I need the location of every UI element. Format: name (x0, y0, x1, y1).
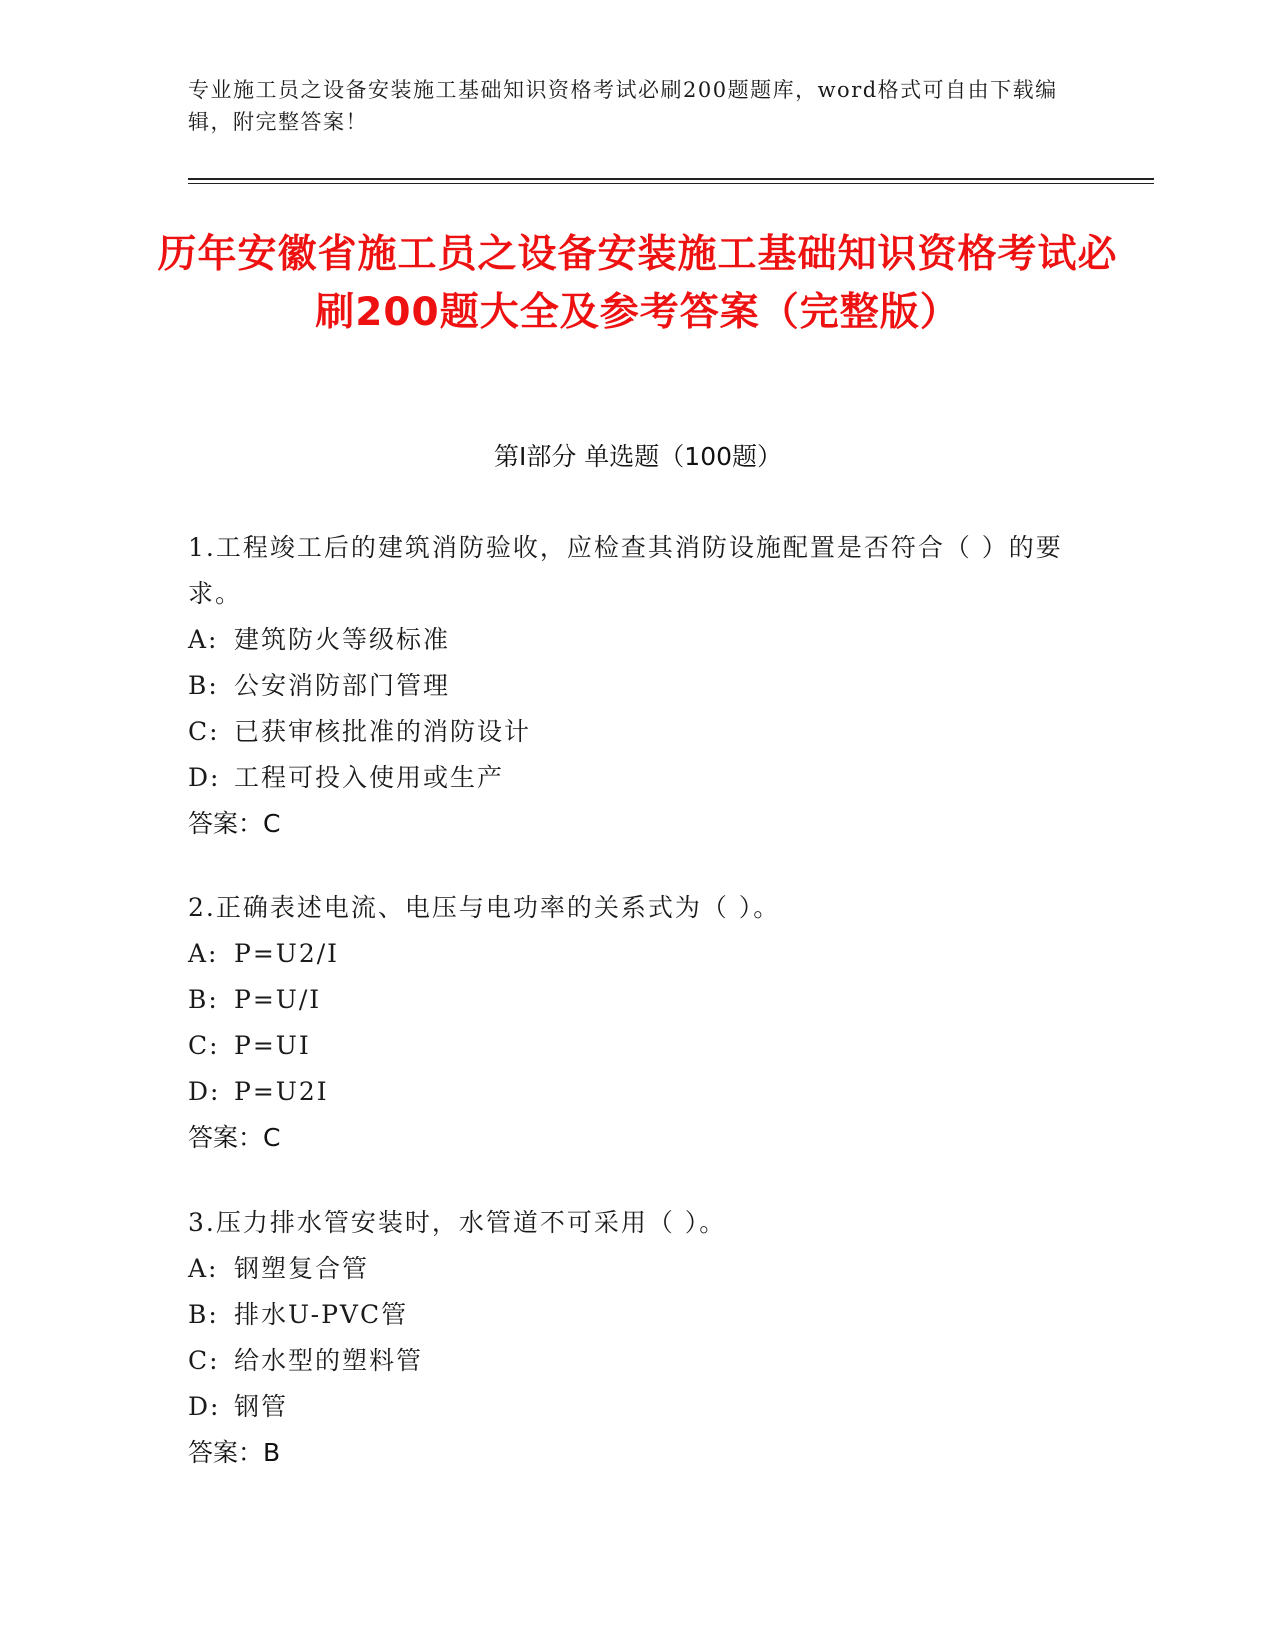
option-key: A: (188, 1254, 219, 1283)
option-text: 已获审核批准的消防设计 (234, 717, 532, 746)
answer: 答案：C (188, 1123, 281, 1152)
option-text: P=UI (234, 1031, 311, 1060)
option-key: C: (188, 1031, 220, 1060)
option-key: C: (188, 717, 220, 746)
option-c (188, 1023, 1088, 1069)
option-text: 给水型的塑料管 (234, 1346, 424, 1375)
option-key: B: (188, 671, 219, 700)
option-text: 工程可投入使用或生产 (234, 763, 505, 792)
option-b (188, 977, 1088, 1023)
option-d (188, 1384, 1088, 1430)
option-b (188, 663, 1088, 709)
question-stem: 2.正确表述电流、电压与电功率的关系式为（ ）。 (188, 893, 781, 922)
answer: 答案：C (188, 809, 281, 838)
option-text: P=U2/I (234, 939, 340, 968)
option-text: 建筑防火等级标准 (234, 625, 451, 654)
header-rule-thin (188, 183, 1154, 184)
question-3 (188, 1200, 1088, 1476)
option-a (188, 617, 1088, 663)
option-key: A: (188, 625, 219, 654)
header-note: 专业施工员之设备安装施工基础知识资格考试必刷200题题库，word格式可自由下载编辑，附完整答案！ (188, 78, 1058, 134)
option-key: A: (188, 939, 219, 968)
document-title: 历年安徽省施工员之设备安装施工基础知识资格考试必刷200题大全及参考答案（完整版） (157, 232, 1118, 335)
answer: 答案：B (188, 1438, 281, 1467)
option-d (188, 1069, 1088, 1115)
option-c (188, 1338, 1088, 1384)
option-d (188, 755, 1088, 801)
option-text: 排水U-PVC管 (234, 1300, 409, 1329)
question-2 (188, 885, 1088, 1161)
option-a (188, 931, 1088, 977)
header-rule-thick (188, 178, 1154, 180)
option-text: 公安消防部门管理 (234, 671, 451, 700)
question-1 (188, 525, 1088, 847)
option-text: 钢塑复合管 (234, 1254, 370, 1283)
question-stem: 1.工程竣工后的建筑消防验收，应检查其消防设施配置是否符合（ ）的要求。 (188, 533, 1063, 608)
option-key: D: (188, 1077, 221, 1106)
option-a (188, 1246, 1088, 1292)
option-text: P=U/I (234, 985, 322, 1014)
option-text: P=U2I (234, 1077, 329, 1106)
option-key: B: (188, 985, 219, 1014)
option-c (188, 709, 1088, 755)
option-key: D: (188, 1392, 221, 1421)
option-text: 钢管 (234, 1392, 289, 1421)
question-stem: 3.压力排水管安装时，水管道不可采用（ ）。 (188, 1208, 727, 1237)
option-key: D: (188, 763, 221, 792)
option-b (188, 1292, 1088, 1338)
option-key: C: (188, 1346, 220, 1375)
section-heading: 第Ⅰ部分 单选题（100题） (493, 442, 783, 471)
option-key: B: (188, 1300, 219, 1329)
